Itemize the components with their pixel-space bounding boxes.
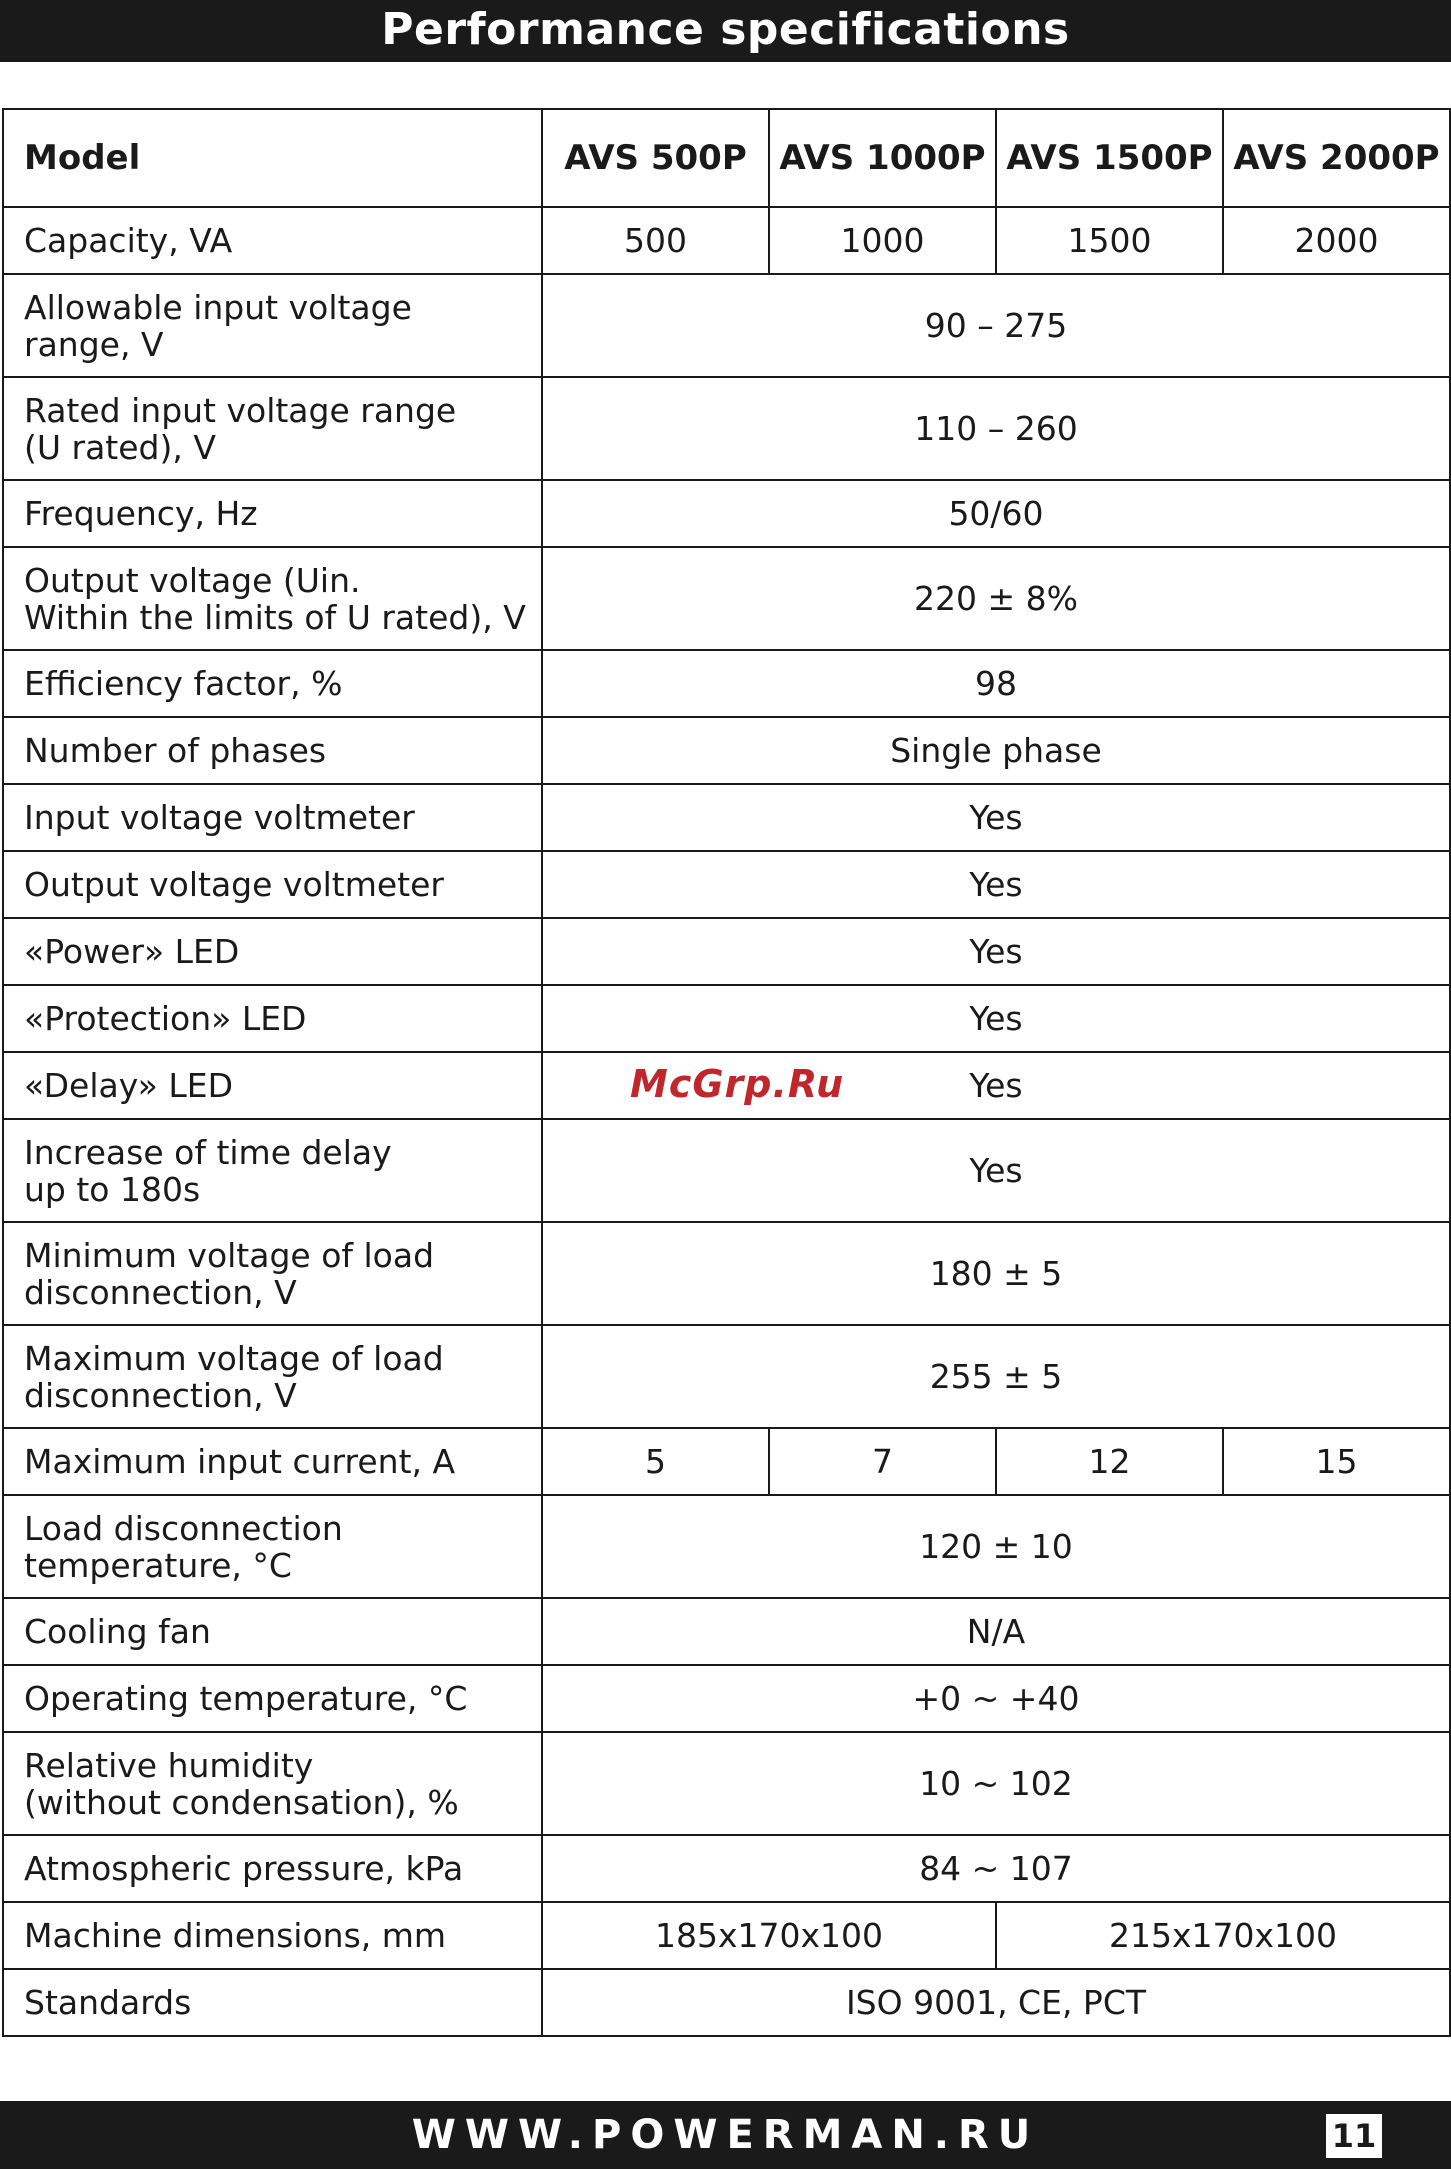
row-value: Yes — [542, 784, 1450, 851]
row-value: 185x170x100 — [542, 1902, 996, 1969]
table-row — [3, 1428, 1450, 1495]
row-label: Machine dimensions, mm — [3, 1902, 542, 1969]
website-url: WWW.POWERMAN.RU — [411, 2112, 1040, 2158]
table-row — [3, 1598, 1450, 1665]
table-row — [3, 717, 1450, 784]
row-label: Load disconnection temperature, °C — [3, 1495, 542, 1598]
row-value: Yes — [542, 985, 1450, 1052]
table-row — [3, 274, 1450, 377]
table-row — [3, 650, 1450, 717]
table-row — [3, 1665, 1450, 1732]
row-value: 2000 — [1223, 207, 1450, 274]
page-number: 11 — [1326, 2114, 1382, 2158]
row-label: Input voltage voltmeter — [3, 784, 542, 851]
row-label: Allowable input voltage range, V — [3, 274, 542, 377]
row-label: Output voltage voltmeter — [3, 851, 542, 918]
row-label: Minimum voltage of load disconnection, V — [3, 1222, 542, 1325]
row-label: Relative humidity (without condensation), % — [3, 1732, 542, 1835]
row-label: Operating temperature, °C — [3, 1665, 542, 1732]
row-value: 10 ~ 102 — [542, 1732, 1450, 1835]
row-label: Capacity, VA — [3, 207, 542, 274]
row-label: Output voltage (Uin. Within the limits of U rated), V — [3, 547, 542, 650]
table-row — [3, 784, 1450, 851]
row-value: Yes — [542, 918, 1450, 985]
model-avs-1500p: AVS 1500P — [996, 109, 1223, 207]
row-value: 90 – 275 — [542, 274, 1450, 377]
row-value: 255 ± 5 — [542, 1325, 1450, 1428]
table-row — [3, 547, 1450, 650]
row-label: Number of phases — [3, 717, 542, 784]
row-label: Efficiency factor, % — [3, 650, 542, 717]
row-value: 120 ± 10 — [542, 1495, 1450, 1598]
row-value: Yes — [542, 1052, 1450, 1119]
page-title: Performance specifications — [0, 0, 1451, 62]
table-row — [3, 1902, 1450, 1969]
row-value: 84 ~ 107 — [542, 1835, 1450, 1902]
row-label: Maximum input current, A — [3, 1428, 542, 1495]
model-header: Model — [3, 109, 542, 207]
table-row — [3, 985, 1450, 1052]
row-value: Yes — [542, 1119, 1450, 1222]
row-label: Standards — [3, 1969, 542, 2036]
row-value: +0 ~ +40 — [542, 1665, 1450, 1732]
row-value: 1500 — [996, 207, 1223, 274]
row-value: 220 ± 8% — [542, 547, 1450, 650]
table-row — [3, 1325, 1450, 1428]
row-value: N/A — [542, 1598, 1450, 1665]
row-value: 5 — [542, 1428, 769, 1495]
row-value: 180 ± 5 — [542, 1222, 1450, 1325]
row-value: 1000 — [769, 207, 996, 274]
row-label: Atmospheric pressure, kPa — [3, 1835, 542, 1902]
table-row — [3, 1222, 1450, 1325]
row-label: Rated input voltage range (U rated), V — [3, 377, 542, 480]
model-avs-2000p: AVS 2000P — [1223, 109, 1450, 207]
watermark: McGrp.Ru — [630, 1062, 845, 1106]
table-row — [3, 918, 1450, 985]
model-avs-1000p: AVS 1000P — [769, 109, 996, 207]
table-row — [3, 1732, 1450, 1835]
row-value: 215x170x100 — [996, 1902, 1450, 1969]
model-avs-500p: AVS 500P — [542, 109, 769, 207]
row-value: 98 — [542, 650, 1450, 717]
table-row — [3, 1119, 1450, 1222]
table-row — [3, 377, 1450, 480]
row-value: 7 — [769, 1428, 996, 1495]
table-row — [3, 851, 1450, 918]
row-label: «Protection» LED — [3, 985, 542, 1052]
row-label: «Delay» LED — [3, 1052, 542, 1119]
row-value: Yes — [542, 851, 1450, 918]
row-value: 110 – 260 — [542, 377, 1450, 480]
table-row — [3, 207, 1450, 274]
table-row — [3, 480, 1450, 547]
row-value: 15 — [1223, 1428, 1450, 1495]
row-value: 12 — [996, 1428, 1223, 1495]
row-value: ISO 9001, CE, PCT — [542, 1969, 1450, 2036]
row-label: Cooling fan — [3, 1598, 542, 1665]
row-label: Increase of time delay up to 180s — [3, 1119, 542, 1222]
row-label: «Power» LED — [3, 918, 542, 985]
table-row — [3, 1495, 1450, 1598]
row-value: 500 — [542, 207, 769, 274]
table-header-row — [3, 109, 1450, 207]
row-label: Maximum voltage of load disconnection, V — [3, 1325, 542, 1428]
row-label: Frequency, Hz — [3, 480, 542, 547]
row-value: 50/60 — [542, 480, 1450, 547]
table-row — [3, 1969, 1450, 2036]
table-row — [3, 1835, 1450, 1902]
row-value: Single phase — [542, 717, 1450, 784]
footer-bar — [0, 2101, 1451, 2169]
